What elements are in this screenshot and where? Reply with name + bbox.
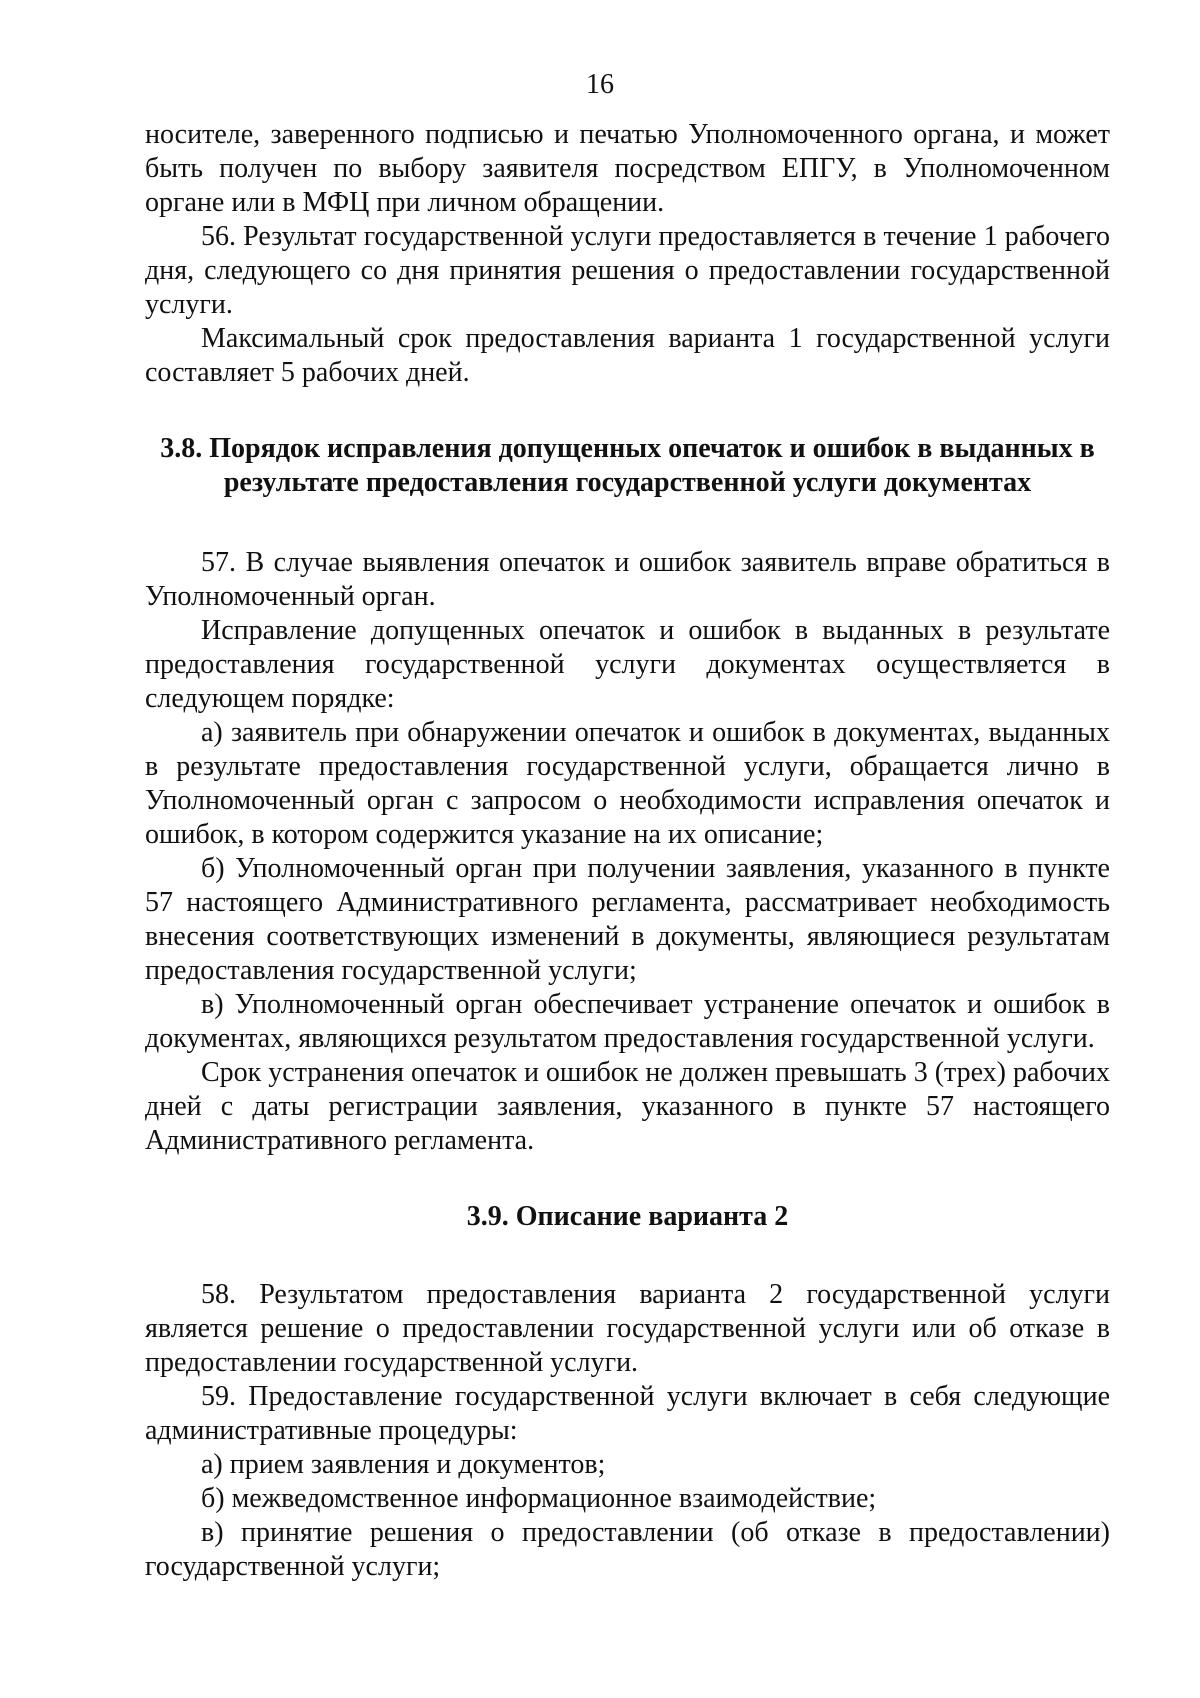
paragraph-correction-term: Срок устранения опечаток и ошибок не должен превышать 3 (трех) рабочих дней с даты регистрации заявления, указанного в пункте 57 настоящего Административного регламента. [145, 1057, 1110, 1156]
section-3-8-heading: 3.8. Порядок исправления допущенных опечаток и ошибок в выданных в результате предоставления государственной услуги документах [160, 433, 1095, 498]
procedure-item-a: а) прием заявления и документов; [201, 1449, 606, 1480]
list-item-a: а) заявитель при обнаружении опечаток и ошибок в документах, выданных в результате предоставления государственной услуги, обращается лично в Уполномоченный орган с запросом о необходимости исправления опечаток и ошибок, в котором содержится указание на их описание; [145, 717, 1110, 850]
paragraph-continuation: носителе, заверенного подписью и печатью Уполномоченного органа, и может быть получен по выбору заявителя посредством ЕПГУ, в Уполномоченном органе или в МФЦ при личном обращении. [145, 119, 1110, 218]
list-item-v: в) Уполномоченный орган обеспечивает устранение опечаток и ошибок в документах, являющихся результатом предоставления государственной услуги. [145, 989, 1110, 1054]
section-3-9-heading: 3.9. Описание варианта 2 [466, 1201, 789, 1232]
procedure-item-v: в) принятие решения о предоставлении (об отказе в предоставлении) государственной услуги; [145, 1517, 1110, 1582]
paragraph-59: 59. Предоставление государственной услуги включает в себя следующие административные процедуры: [145, 1381, 1110, 1446]
paragraph-58: 58. Результатом предоставления варианта 2 государственной услуги является решение о предоставлении государственной услуги или об отказе в предоставлении государственной услуги. [145, 1279, 1110, 1378]
paragraph-56: 56. Результат государственной услуги предоставляется в течение 1 рабочего дня, следующего со дня принятия решения о предоставлении государственной услуги. [145, 221, 1110, 320]
paragraph-correction-order: Исправление допущенных опечаток и ошибок в выданных в результате предоставления государственной услуги документах осуществляется в следующем порядке: [145, 615, 1110, 714]
document-body [145, 118, 1110, 1584]
procedure-item-b: б) межведомственное информационное взаимодействие; [201, 1483, 877, 1514]
list-item-b: б) Уполномоченный орган при получении заявления, указанного в пункте 57 настоящего Административного регламента, рассматривает необходимость внесения соответствующих изменений в документы, являющиеся результатам предоставления государственной услуги; [145, 853, 1110, 986]
page-number: 16 [586, 69, 614, 100]
paragraph-57: 57. В случае выявления опечаток и ошибок заявитель вправе обратиться в Уполномоченный орган. [145, 547, 1110, 612]
paragraph-max-term: Максимальный срок предоставления варианта 1 государственной услуги составляет 5 рабочих дней. [145, 323, 1110, 388]
